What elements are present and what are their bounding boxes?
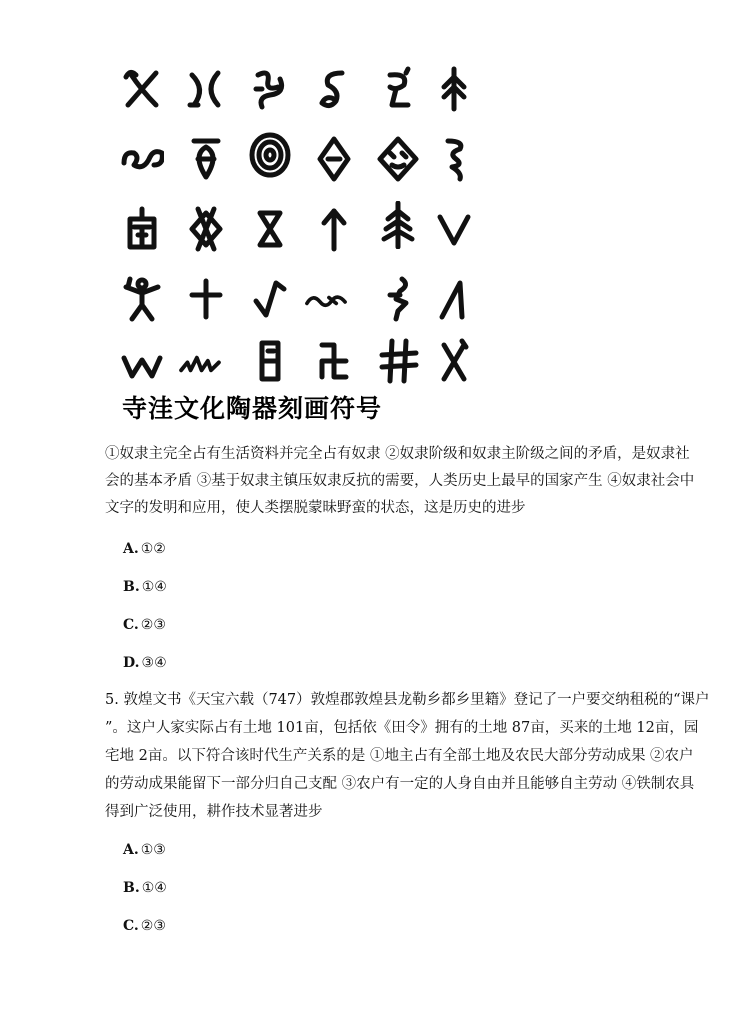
option-text: ②③ bbox=[140, 617, 166, 633]
symbol-6 bbox=[432, 65, 476, 113]
symbol-7 bbox=[120, 135, 164, 183]
option-letter: D. bbox=[123, 655, 140, 671]
q5-line-3: 宅地 2亩。以下符合该时代生产关系的是 ①地主占有全部土地及农民大部分劳动成果 ②农户 bbox=[105, 748, 694, 764]
symbol-10 bbox=[312, 135, 356, 183]
option-text: ①④ bbox=[141, 880, 167, 896]
symbol-29 bbox=[376, 337, 420, 385]
option-text: ②③ bbox=[140, 918, 166, 934]
symbol-26 bbox=[178, 340, 222, 388]
q4-statement-line-1: ①奴隶主完全占有生活资料并完全占有奴隶 ②奴隶阶级和奴隶主阶级之间的矛盾，是奴隶社 bbox=[105, 446, 690, 462]
option-letter: C. bbox=[123, 918, 139, 934]
option-text: ①② bbox=[140, 541, 166, 557]
q5-line-4: 的劳动成果能留下一部分归自己支配 ③农户有一定的人身自由并且能够自主劳动 ④铁制农具 bbox=[105, 776, 695, 792]
symbol-2 bbox=[184, 65, 228, 113]
q5-line-5: 得到广泛使用，耕作技术显著进步 bbox=[105, 804, 323, 820]
symbol-14 bbox=[184, 205, 228, 253]
option-letter: B. bbox=[123, 880, 140, 896]
symbol-5 bbox=[376, 65, 420, 113]
figure-caption: 寺洼文化陶器刻画符号 bbox=[122, 394, 383, 423]
symbol-23 bbox=[376, 275, 420, 323]
option-text: ③④ bbox=[141, 655, 167, 671]
q5-option-b[interactable] bbox=[123, 880, 167, 896]
symbol-25 bbox=[120, 340, 164, 388]
symbol-8 bbox=[184, 135, 228, 183]
q5-line-1: 5. 敦煌文书《天宝六载（747）敦煌郡敦煌县龙勒乡都乡里籍》登记了一户要交纳租税的“课户 bbox=[105, 692, 710, 708]
symbol-15 bbox=[248, 205, 292, 253]
symbol-13 bbox=[120, 205, 164, 253]
symbol-9 bbox=[248, 131, 292, 179]
symbol-24 bbox=[432, 275, 476, 323]
q4-option-b[interactable] bbox=[123, 579, 167, 595]
q5-option-c[interactable] bbox=[123, 918, 166, 934]
symbol-grid bbox=[110, 55, 490, 375]
symbol-3 bbox=[248, 65, 292, 113]
symbol-30 bbox=[432, 337, 476, 385]
option-letter: B. bbox=[123, 579, 140, 595]
q4-option-a[interactable] bbox=[123, 541, 166, 557]
q4-option-d[interactable] bbox=[123, 655, 167, 671]
symbol-17 bbox=[376, 201, 420, 249]
symbol-21 bbox=[248, 275, 292, 323]
q4-statement-line-3: 文字的发明和应用，使人类摆脱蒙昧野蛮的状态，这是历史的进步 bbox=[105, 500, 526, 516]
symbol-12 bbox=[432, 135, 476, 183]
q5-line-2: ”。这户人家实际占有土地 101亩，包括依《田令》拥有的土地 87亩，买来的土地 12亩，园 bbox=[105, 720, 699, 736]
pottery-symbols-figure bbox=[110, 55, 490, 427]
option-letter: A. bbox=[123, 541, 139, 557]
symbol-18 bbox=[432, 205, 476, 253]
symbol-4 bbox=[312, 65, 356, 113]
q5-option-a[interactable] bbox=[123, 842, 166, 858]
option-letter: A. bbox=[123, 842, 139, 858]
option-letter: C. bbox=[123, 617, 139, 633]
symbol-27 bbox=[248, 337, 292, 385]
symbol-20 bbox=[184, 275, 228, 323]
symbol-1 bbox=[120, 65, 164, 113]
q4-statement-line-2: 会的基本矛盾 ③基于奴隶主镇压奴隶反抗的需要，人类历史上最早的国家产生 ④奴隶社会中 bbox=[105, 473, 695, 489]
option-text: ①③ bbox=[140, 842, 166, 858]
symbol-11 bbox=[376, 135, 420, 183]
symbol-16 bbox=[312, 205, 356, 253]
symbol-22 bbox=[304, 275, 348, 323]
symbol-28 bbox=[312, 337, 356, 385]
symbol-19 bbox=[120, 275, 164, 323]
option-text: ①④ bbox=[141, 579, 167, 595]
q4-option-c[interactable] bbox=[123, 617, 166, 633]
